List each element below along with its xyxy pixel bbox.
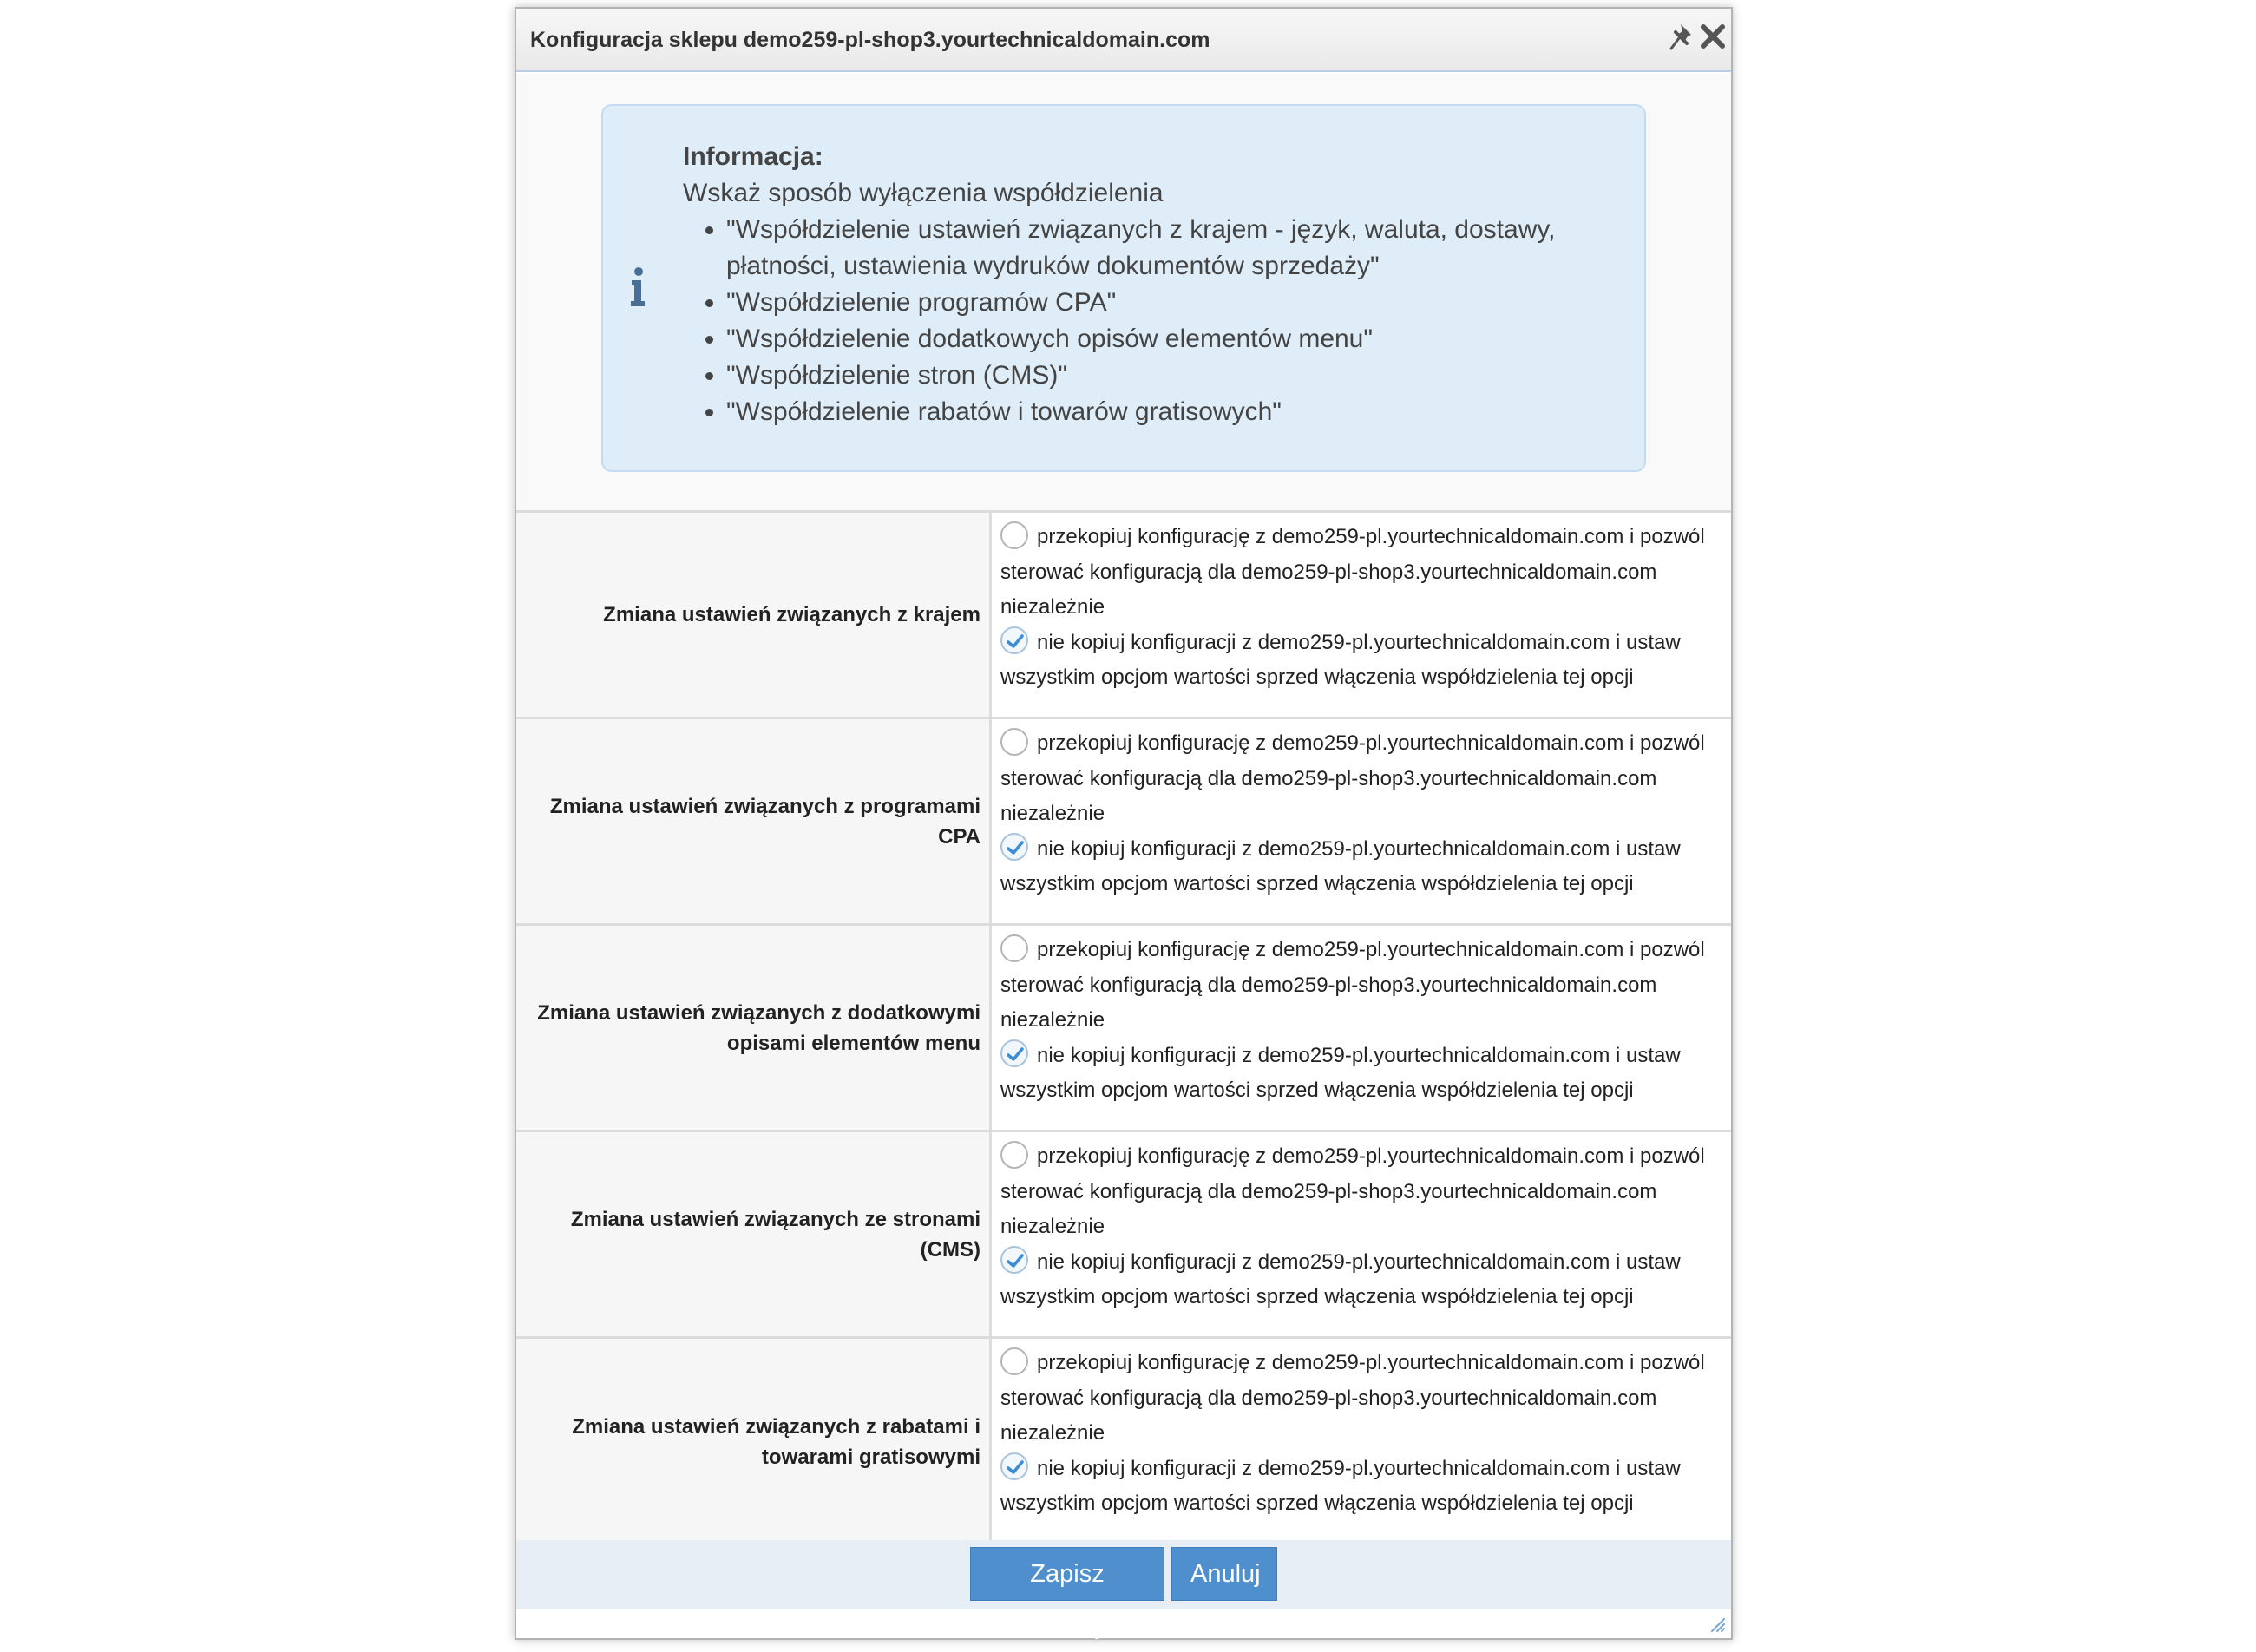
option-copy-label[interactable]: przekopiuj konfigurację z demo259-pl.yourtechnicaldomain.com i pozwól sterować konfiguracją dla demo259-pl-shop3.yourtechnicaldomain.com niezależnie [1000, 938, 1705, 1032]
option-no-copy-label[interactable]: nie kopiuj konfiguracji z demo259-pl.yourtechnicaldomain.com i ustaw wszystkim opcjom wartości sprzed włączenia współdzielenia tej opcji [1000, 630, 1681, 689]
radio-no-copy[interactable] [1000, 1452, 1028, 1480]
pin-icon[interactable] [1669, 23, 1695, 52]
row-label: Zmiana ustawień związanych z rabatami i towarami gratisowymi [572, 1415, 980, 1469]
row-options [992, 719, 1731, 923]
dialog-content [516, 74, 1731, 1640]
cancel-button[interactable]: Anuluj [1171, 1547, 1277, 1601]
info-text [683, 139, 1620, 430]
option-copy[interactable] [1000, 933, 1714, 1039]
checkmark-icon [1007, 1253, 1024, 1268]
option-copy-label[interactable]: przekopiuj konfigurację z demo259-pl.yourtechnicaldomain.com i pozwól sterować konfiguracją dla demo259-pl-shop3.yourtechnicaldomain.com niezależnie [1000, 1144, 1705, 1238]
option-no-copy-label[interactable]: nie kopiuj konfiguracji z demo259-pl.yourtechnicaldomain.com i ustaw wszystkim opcjom wartości sprzed włączenia współdzielenia tej opcji [1000, 1249, 1681, 1308]
option-no-copy[interactable] [1000, 626, 1714, 696]
option-no-copy[interactable] [1000, 1039, 1714, 1109]
resize-icon[interactable] [1708, 1616, 1726, 1633]
option-copy[interactable] [1000, 520, 1714, 626]
radio-copy[interactable] [1000, 1141, 1028, 1169]
table-row [516, 1132, 1731, 1339]
table-row [516, 513, 1731, 719]
option-copy[interactable] [1000, 726, 1714, 832]
option-no-copy[interactable] [1000, 1452, 1714, 1522]
row-options [992, 926, 1731, 1130]
row-label-cell [516, 1132, 992, 1336]
option-no-copy[interactable] [1000, 832, 1714, 902]
option-copy-label[interactable]: przekopiuj konfigurację z demo259-pl.yourtechnicaldomain.com i pozwól sterować konfiguracją dla demo259-pl-shop3.yourtechnicaldomain.com niezależnie [1000, 525, 1705, 619]
info-icon [627, 266, 648, 308]
info-list-item: • "Współdzielenie dodatkowych opisów elementów menu" [726, 321, 1620, 357]
row-label: Zmiana ustawień związanych z dodatkowymi opisami elementów menu [537, 1000, 980, 1055]
table-row [516, 926, 1731, 1132]
radio-copy[interactable] [1000, 521, 1028, 549]
checkmark-icon [1007, 1459, 1024, 1475]
save-button[interactable]: Zapisz zmiany [970, 1547, 1164, 1601]
checkmark-icon [1007, 1046, 1024, 1062]
info-list-item: • "Współdzielenie rabatów i towarów gratisowych" [726, 394, 1620, 430]
radio-no-copy[interactable] [1000, 1039, 1028, 1067]
checkmark-icon [1007, 840, 1024, 856]
settings-table [516, 510, 1731, 1545]
radio-no-copy[interactable] [1000, 626, 1028, 654]
row-label-cell [516, 1339, 992, 1545]
info-list-item: • "Współdzielenie programów CPA" [726, 285, 1620, 321]
info-list [683, 212, 1620, 430]
row-options [992, 513, 1731, 717]
row-label-cell [516, 719, 992, 923]
info-list-item: • "Współdzielenie stron (CMS)" [726, 357, 1620, 394]
info-heading: Informacja: [683, 142, 823, 171]
table-row [516, 1339, 1731, 1545]
option-no-copy-label[interactable]: nie kopiuj konfiguracji z demo259-pl.yourtechnicaldomain.com i ustaw wszystkim opcjom wartości sprzed włączenia współdzielenia tej opcji [1000, 1043, 1681, 1102]
row-options [992, 1132, 1731, 1336]
option-copy-label[interactable]: przekopiuj konfigurację z demo259-pl.yourtechnicaldomain.com i pozwól sterować konfiguracją dla demo259-pl-shop3.yourtechnicaldomain.com niezależnie [1000, 1351, 1705, 1445]
option-no-copy[interactable] [1000, 1245, 1714, 1315]
checkmark-icon [1007, 633, 1024, 649]
dialog-titlebar[interactable] [516, 9, 1731, 72]
dialog-footer [516, 1540, 1731, 1640]
dialog-title: Konfiguracja sklepu demo259-pl-shop3.yourtechnicaldomain.com [530, 28, 1210, 52]
radio-no-copy[interactable] [1000, 833, 1028, 861]
option-no-copy-label[interactable]: nie kopiuj konfiguracji z demo259-pl.yourtechnicaldomain.com i ustaw wszystkim opcjom wartości sprzed włączenia współdzielenia tej opcji [1000, 1456, 1681, 1515]
option-copy[interactable] [1000, 1346, 1714, 1452]
row-label: Zmiana ustawień związanych z programami CPA [549, 794, 980, 849]
option-no-copy-label[interactable]: nie kopiuj konfiguracji z demo259-pl.yourtechnicaldomain.com i ustaw wszystkim opcjom wartości sprzed włączenia współdzielenia tej opcji [1000, 836, 1681, 895]
table-row [516, 719, 1731, 926]
row-label-cell [516, 513, 992, 717]
radio-copy[interactable] [1000, 934, 1028, 962]
option-copy[interactable] [1000, 1139, 1714, 1245]
close-icon[interactable] [1698, 21, 1728, 52]
row-label: Zmiana ustawień związanych ze stronami (CMS) [570, 1207, 980, 1262]
info-list-item: • "Współdzielenie ustawień związanych z krajem - język, waluta, dostawy, płatności, ustawienia wydruków dokumentów sprzedaży" [726, 212, 1620, 285]
row-label-cell [516, 926, 992, 1130]
info-box [601, 104, 1646, 472]
option-copy-label[interactable]: przekopiuj konfigurację z demo259-pl.yourtechnicaldomain.com i pozwól sterować konfiguracją dla demo259-pl-shop3.yourtechnicaldomain.com niezależnie [1000, 731, 1705, 825]
radio-copy[interactable] [1000, 1347, 1028, 1375]
radio-no-copy[interactable] [1000, 1246, 1028, 1274]
row-label: Zmiana ustawień związanych z krajem [603, 603, 980, 626]
row-options [992, 1339, 1731, 1545]
info-intro: Wskaż sposób wyłączenia współdzielenia [683, 179, 1164, 207]
radio-copy[interactable] [1000, 728, 1028, 756]
config-dialog [515, 7, 1733, 1640]
